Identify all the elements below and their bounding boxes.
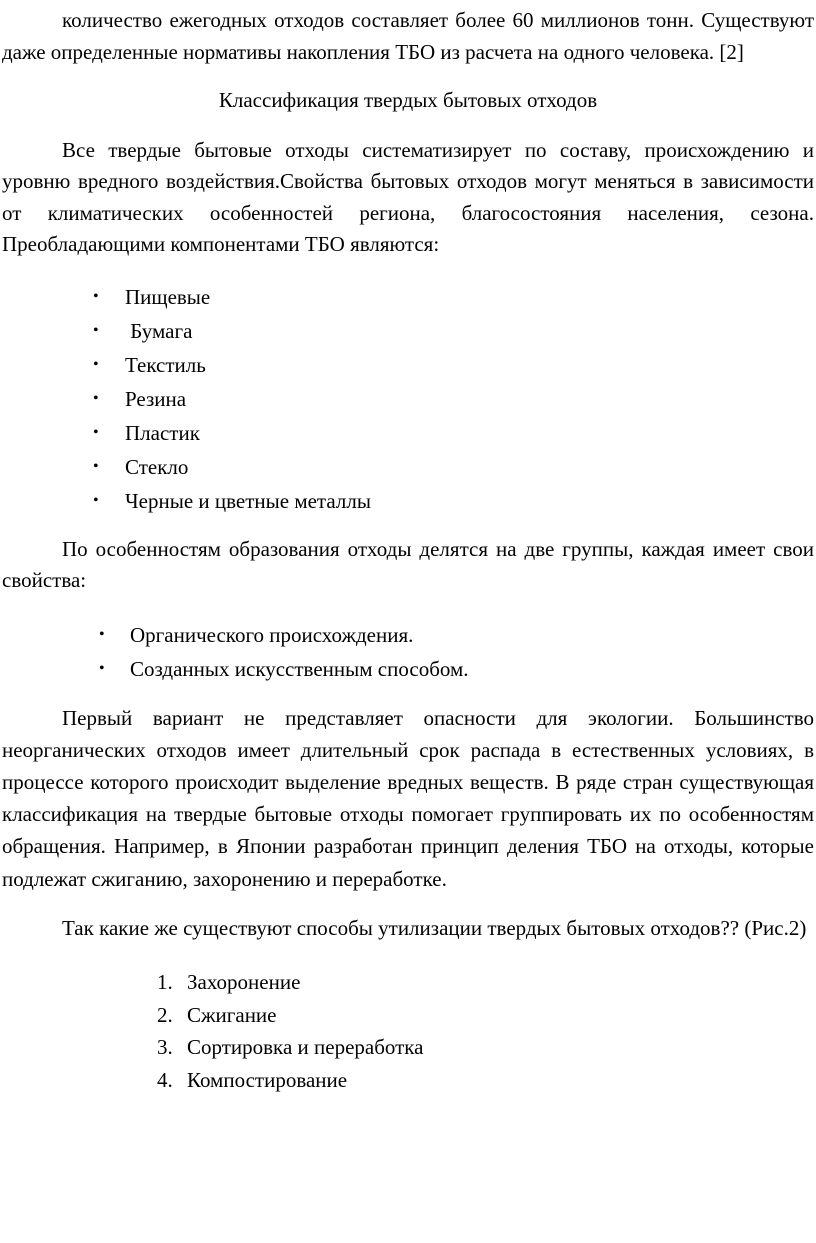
paragraph-groups: По особенностям образования отходы делятся на две группы, каждая имеет свои свойства: xyxy=(2,536,814,592)
list-item: • Пищевые xyxy=(0,280,816,314)
bullet-icon: • xyxy=(99,659,105,677)
bullet-icon: • xyxy=(93,321,99,339)
list-item: • Пластик xyxy=(0,416,816,450)
list-item: 3. Сортировка и переработка xyxy=(0,1031,816,1064)
list-item: 2. Сжигание xyxy=(0,999,816,1032)
list-item: • Резина xyxy=(0,382,816,416)
list-item: • Бумага xyxy=(0,314,816,348)
list-number: 1. xyxy=(157,970,173,995)
bullet-icon: • xyxy=(93,457,99,475)
paragraph-classification: Первый вариант не представляет опасности для экологии. Большинство неорганических отходов имеет длительный срок распада в естественных условиях, в процессе которого происходит выделение вредных веществ. В ряде стран существующая классификация на твердые бытовые отходы помогает группировать их по особенностям обращения. Например, в Японии разработан принцип деления ТБО на отходы, которые подлежат сжиганию, захоронению и переработке. xyxy=(2,705,814,891)
intro-line-1: количество ежегодных отходов составляет более 60 миллионов тонн. xyxy=(62,8,694,32)
list-number: 4. xyxy=(157,1067,173,1092)
paragraph-composition: Все твердые бытовые отходы систематизирует по составу, происхождению и уровню вредного воздействия.Свойства бытовых отходов могут меняться в зависимости от климатических особенностей региона, благосостояния населения, сезона. Преобладающими компонентами ТБО являются: xyxy=(2,137,814,256)
intro-paragraph xyxy=(0,5,816,68)
methods-list xyxy=(0,966,816,1096)
list-number: 3. xyxy=(157,1035,173,1060)
bullet-icon: • xyxy=(93,423,99,441)
groups-list xyxy=(0,618,816,686)
list-item: 4. Компостирование xyxy=(0,1064,816,1097)
list-item: • Стекло xyxy=(0,450,816,484)
bullet-icon: • xyxy=(93,491,99,509)
list-number: 2. xyxy=(157,1002,173,1027)
intro-rest: Существуют даже определенные нормативы накопления ТБО из расчета на одного человека. [2] xyxy=(2,8,815,64)
paragraph-methods-question: Так какие же существуют способы утилизации твердых бытовых отходов?? (Рис.2) xyxy=(62,915,807,940)
section-heading: Классификация твердых бытовых отходов xyxy=(218,88,598,112)
list-item: • Созданных искусственным способом. xyxy=(0,652,816,686)
components-list xyxy=(0,280,816,518)
list-item: • Текстиль xyxy=(0,348,816,382)
bullet-icon: • xyxy=(99,625,105,643)
bullet-icon: • xyxy=(93,355,99,373)
bullet-icon: • xyxy=(93,287,99,305)
list-item: • Органического происхождения. xyxy=(0,618,816,652)
list-item: • Черные и цветные металлы xyxy=(0,484,816,518)
list-item: 1. Захоронение xyxy=(0,966,816,999)
bullet-icon: • xyxy=(93,389,99,407)
